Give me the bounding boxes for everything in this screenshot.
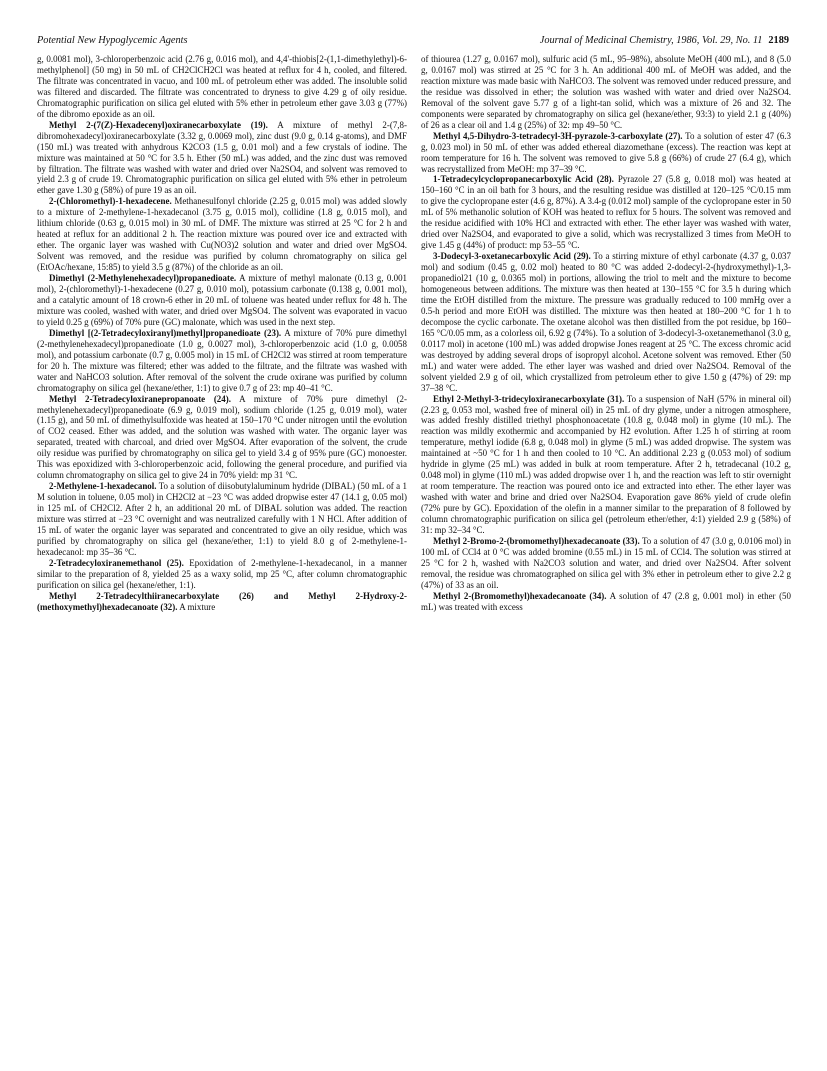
paragraph-body: To a solution of 47 (3.0 g, 0.0106 mol) in 100 mL of CCl4 at 0 °C was added bromine (0.55 mL) in 15 mL of CCl4. The solution was stirred at 25 °C for 2 h, washed with Na2CO3 solution and water, and dried over Na2SO4. After solvent removal, the residue was chromatographed on silica gel with 3% ether in petroleum ether to give 2.2 g (47%) of 33 as an oil. [421, 535, 791, 590]
left-paragraph [37, 591, 407, 613]
compound-heading: Methyl 2-Tetradecyloxiranepropanoate (24). [49, 393, 231, 404]
left-column [37, 54, 407, 1062]
running-header [37, 33, 789, 49]
compound-heading: 1-Tetradecylcyclopropanecarboxylic Acid (28). [433, 174, 614, 185]
left-paragraph [37, 394, 407, 482]
paragraph-body: A mixture [179, 601, 216, 612]
paragraph-body: To a solution of ester 47 (6.3 g, 0.023 mol) in 50 mL of ether was added ethereal diazomethane (excess). The reaction was kept at room temperature for 16 h. The solvent was removed to give 5.8 g (66%) of crude 27 (6.4 g), which was recrystallized from MeOH: mp 37–39 °C. [421, 130, 791, 174]
right-paragraph [421, 54, 791, 131]
left-paragraph [37, 196, 407, 273]
left-paragraph [37, 120, 407, 197]
paragraph-body: To a suspension of NaH (57% in mineral oil) (2.23 g, 0.053 mol, washed free of mineral oil) in 25 mL of dry glyme, under a nitrogen atmosphere, was added freshly distilled triethyl phosphonoacetate (10.8 g, 0.048 mol) in glyme (10 mL). The reaction was mildly exothermic and accompanied by H2 evolution. After 1.25 h of stirring at room temperature, methyl iodide (6.8 g, 0.048 mol) in glyme (5 mL) was added dropwise. The system was maintained at ~50 °C for 1 h and then cooled to 10 °C. An additional 2.23 g (0.053 mol) of sodium hydride in glyme (25 mL) was added in bulk at room temperature. After 2 h, tetradecanal (10.2 g, 0.048 mol) in glyme (110 mL) was added dropwise over 1 h, and the reaction was left to stir overnight at room temperature. The reaction was poured onto ice and extracted into ether. The ether layer was washed with water and brine and dried over Na2SO4. Evaporation gave 86% yield of crude olefin (72% pure by GC). Epoxidation of the olefin in a manner similar to the preparation of 8 followed by column chromatographic purification on silica gel (petroleum ether/ether, 4:1) yielded 2.9 g (58%) of 31: mp 32–34 °C. [421, 393, 791, 535]
compound-heading: Methyl 2-(Bromomethyl)hexadecanoate (34). [433, 590, 607, 601]
paragraph-body: Pyrazole 27 (5.8 g, 0.018 mol) was heated at 150–160 °C in an oil bath for 3 hours, and the resulting residue was distilled at 120–125 °C/0.15 mm to give the cyclopropane ester (4.6 g, 87%). A 3.4-g (0.012 mol) sample of the cyclopropane ester in 50 mL of 5% methanolic solution of KOH was heated to reflux for 5 hours. The solvent was removed and the residue acidified with 10% HCl and extracted with ether. The ether layer was washed with water, dried over Na2SO4, and evaporated to give a solid, which was recrystallized 3 times from MeOH to give 1.45 g (44%) of product: mp 53–55 °C. [421, 174, 791, 251]
paragraph-body: of thiourea (1.27 g, 0.0167 mol), sulfuric acid (5 mL, 95–98%), absolute MeOH (400 mL), and 8 (5.0 g, 0.0167 mol) was stirred at 25 °C for 3 h. An additional 400 mL of MeOH was added, and the reaction mixture was made basic with NaHCO3. The solvent was removed under reduced pressure, and the residue was dissolved in ether; the solution was washed with water and dried over Na2SO4. Removal of the solvent gave 5.77 g of a light-tan solid, which was a mixture of 26 and 32. The components were separated by chromatography on silica gel (hexane/ether, 93:3) to yield 2.1 g (40%) of 26 as a clear oil and 1.4 g (25%) of 32: mp 49–50 °C. [421, 54, 791, 130]
right-paragraph [421, 394, 791, 536]
paragraph-body: Methanesulfonyl chloride (2.25 g, 0.015 mol) was added slowly to a mixture of 2-methylene-1-hexadecanol (3.75 g, 0.015 mol), collidine (1.8 g, 0.015 mol), and lithium chloride (0.63 g, 0.015 mol) in 30 mL of DMF. The mixture was stirred at 25 °C for 2 h and heated at reflux for an additional 2 h. The reaction mixture was poured over ice and extracted with ether. The organic layer was washed with Cu(NO3)2 solution and water and dried over MgSO4. Solvent was removed, and the residue was purified by column chromatography on silica gel (EtOAc/hexane, 15:85) to yield 3.5 g (87%) of the chloride as an oil. [37, 196, 407, 273]
paragraph-body: To a solution of diisobutylaluminum hydride (DIBAL) (50 mL of a 1 M solution in toluene, 0.05 mol) in CH2Cl2 at −23 °C was added dropwise ester 47 (14.1 g, 0.05 mol) in 125 mL of CH2Cl2. After 2 h, an additional 20 mL of DIBAL solution was added. The reaction mixture was stirred at −23 °C overnight and was neutralized carefully with 1 N HCl. After addition of 15 mL of water the organic layer was separated and concentrated to give an oily residue, which was purified by chromatography on silica gel (hexane/ether, 1:1) to yield 8.0 g of 2-methylene-1-hexadecanol: mp 35–36 °C. [37, 481, 407, 557]
right-paragraph [421, 131, 791, 175]
running-title: Potential New Hypoglycemic Agents [37, 35, 188, 46]
left-paragraph [37, 54, 407, 120]
paragraph-body: g, 0.0081 mol), 3-chloroperbenzoic acid (2.76 g, 0.016 mol), and 4,4'-thiobis[2-(1,1-dimethylethyl)-6-methylphenol] (50 mg) in 50 mL of CH2ClCH2Cl was heated at reflux for 4 h, cooled, and filtered. The filtrate was concentrated in vacuo, and 100 mL of petroleum ether was added. The insoluble solid was filtered and discarded. The filtrate was concentrated to dryness to give 4.29 g of oily residue. Chromatographic purification on silica gel eluted with 5% ether in petroleum ether gave 3.03 g (77%) of the dibromo epoxide as an oil. [37, 54, 407, 119]
paragraph-body: Epoxidation of 2-methylene-1-hexadecanol, in a manner similar to the preparation of 8, yielded 25 as a waxy solid, mp 25 °C, after column chromatographic purification on silica gel (hexane/ether, 1:1). [37, 557, 407, 590]
paragraph-body: A mixture of methyl 2-(7,8-dibromohexadecyl)oxiranecarboxylate (3.32 g, 0.0069 mol), zinc dust (9.0 g, 0.14 g-atoms), and DMF (150 mL) was treated with anhydrous K2CO3 (1.5 g, 0.01 mol) and a few crystals of iodine. The mixture was maintained at 50 °C for 3.5 h. Ether (50 mL) was added, and the zinc dust was removed by filtration. The filtrate was washed with water and dried over Na2SO4, and solvent was removed to yield 2.3 g of crude 19. Chromatographic purification on silica gel eluted with 5% ether in petroleum ether gave 1.30 g (58%) of pure 19 as an oil. [37, 119, 407, 196]
compound-heading: Dimethyl [(2-Tetradecyloxiranyl)methyl]propanedioate (23). [49, 327, 282, 338]
compound-heading: Methyl 2-Bromo-2-(bromomethyl)hexadecanoate (33). [433, 535, 640, 546]
journal-citation [540, 33, 789, 49]
paragraph-body: A solution of 47 (2.8 g, 0.001 mol) in ether (50 mL) was treated with excess [421, 590, 791, 612]
right-paragraph [421, 251, 791, 393]
right-paragraph [421, 591, 791, 613]
right-paragraph [421, 174, 791, 251]
compound-heading: Methyl 2-(7(Z)-Hexadecenyl)oxiranecarboxylate (19). [49, 119, 268, 130]
right-column [421, 54, 791, 1062]
paragraph-body: A mixture of 70% pure dimethyl (2-methylenehexadecyl)propanedioate (1.0 g, 0.0027 mol), 3-chloroperbenzoic acid (1.0 g, 0.0058 mol), and potassium carbonate (0.7 g, 0.005 mol) in 15 mL of CH2Cl2 was stirred at room temperature for 20 h. The mixture was filtered; ether was added to the filtrate, and the filtrate was washed with water and NaHCO3 solution. After removal of the solvent the crude oxirane was purified by column chromatography on silica gel (hexane/ether, 1:1) to give 0.7 g of 23: mp 40–41 °C. [37, 327, 407, 393]
paragraph-body: A mixture of methyl malonate (0.13 g, 0.001 mol), 2-(chloromethyl)-1-hexadecene (0.27 g, 0.010 mol), potassium carbonate (0.138 g, 0.001 mol), and a catalytic amount of 18 crown-6 ether in 20 mL of toluene was heated under reflux for 48 h. The mixture was cooled, washed with water, and dried over MgSO4. The solvent was evaporated in vacuo to yield 0.25 g (69%) of 70% pure (GC) malonate, which was used in the next step. [37, 273, 407, 327]
right-paragraph [421, 536, 791, 591]
journal-name: Journal of Medicinal Chemistry, 1986, Vol. 29, No. 11 [539, 35, 763, 46]
page-number: 2189 [768, 35, 789, 46]
compound-heading: Ethyl 2-Methyl-3-tridecyloxiranecarboxylate (31). [433, 393, 625, 404]
compound-heading: 2-Methylene-1-hexadecanol. [49, 481, 157, 492]
left-paragraph [37, 328, 407, 394]
paragraph-body: A mixture of 70% pure dimethyl (2-methylenehexadecyl)propanedioate (6.9 g, 0.019 mol), sodium chloride (1.25 g, 0.019 mol), water (1.15 g), and 50 mL of dimethylsulfoxide was heated at 150–170 °C under nitrogen until the evolution of CO2 ceased. Ether was added, and the solution was washed with water. The organic layer was separated, treated with charcoal, and dried over MgSO4. After evaporation of the solvent, the crude oily residue was purified by chromatography on silica gel to yield 3.4 g of 95% pure (GC) monoester. This was epoxidized with 3-chloroperbenzoic acid, following the general procedure, and purified via column chromatography on silica gel to give 24 in 70% yield: mp 31 °C. [37, 393, 407, 481]
compound-heading: 3-Dodecyl-3-oxetanecarboxylic Acid (29). [433, 251, 591, 262]
compound-heading: Dimethyl (2-Methylenehexadecyl)propanedioate. [49, 273, 237, 284]
compound-heading: Methyl 2-Tetradecylthiiranecarboxylate (26) and Methyl 2-Hydroxy-2-(methoxymethyl)hexadecanoate (32). [37, 590, 407, 612]
paragraph-body: To a stirring mixture of ethyl carbonate (4.37 g, 0.037 mol) and sodium (0.45 g, 0.02 mol) heated to 80 °C was added 2-dodecyl-2-(hydroxymethyl)-1,3-propanediol21 (10 g, 0.0365 mol) in portions, allowing the triol to melt and the mixture to become homogeneous between additions. The mixture was then heated at 130–155 °C for 3.5 h during which time the EtOH distilled from the mixture. The pressure was gradually reduced to 100 mmHg over a 0.5-h period and more EtOH was distilled. The mixture was then heated at 180–200 °C for 1 h to decompose the cyclic carbonate. The oxetane alcohol was then distilled from the pot residue, bp 160–165 °C/0.05 mm, as a colorless oil, 6.92 g (74%). To a solution of 3-dodecyl-3-oxetanemethanol (3.0 g, 0.0117 mol) in acetone (100 mL) was added dropwise Jones reagent at 25 °C. The excess chromic acid was destroyed by adding several drops of isopropyl alcohol. Acetone solvent was removed. Ether (50 mL) and water were added. The ether layer was washed and dried over Na2SO4. Removal of the solvent yielded 2.9 g of oil, which crystallized from petroleum ether to give 1.50 g (47%) of 29: mp 37–38 °C. [421, 251, 791, 393]
left-paragraph [37, 558, 407, 591]
left-paragraph [37, 273, 407, 328]
left-paragraph [37, 481, 407, 558]
compound-heading: 2-(Chloromethyl)-1-hexadecene. [49, 196, 172, 207]
compound-heading: 2-Tetradecyloxiranemethanol (25). [49, 557, 184, 568]
compound-heading: Methyl 4,5-Dihydro-3-tetradecyl-3H-pyrazole-3-carboxylate (27). [433, 130, 683, 141]
